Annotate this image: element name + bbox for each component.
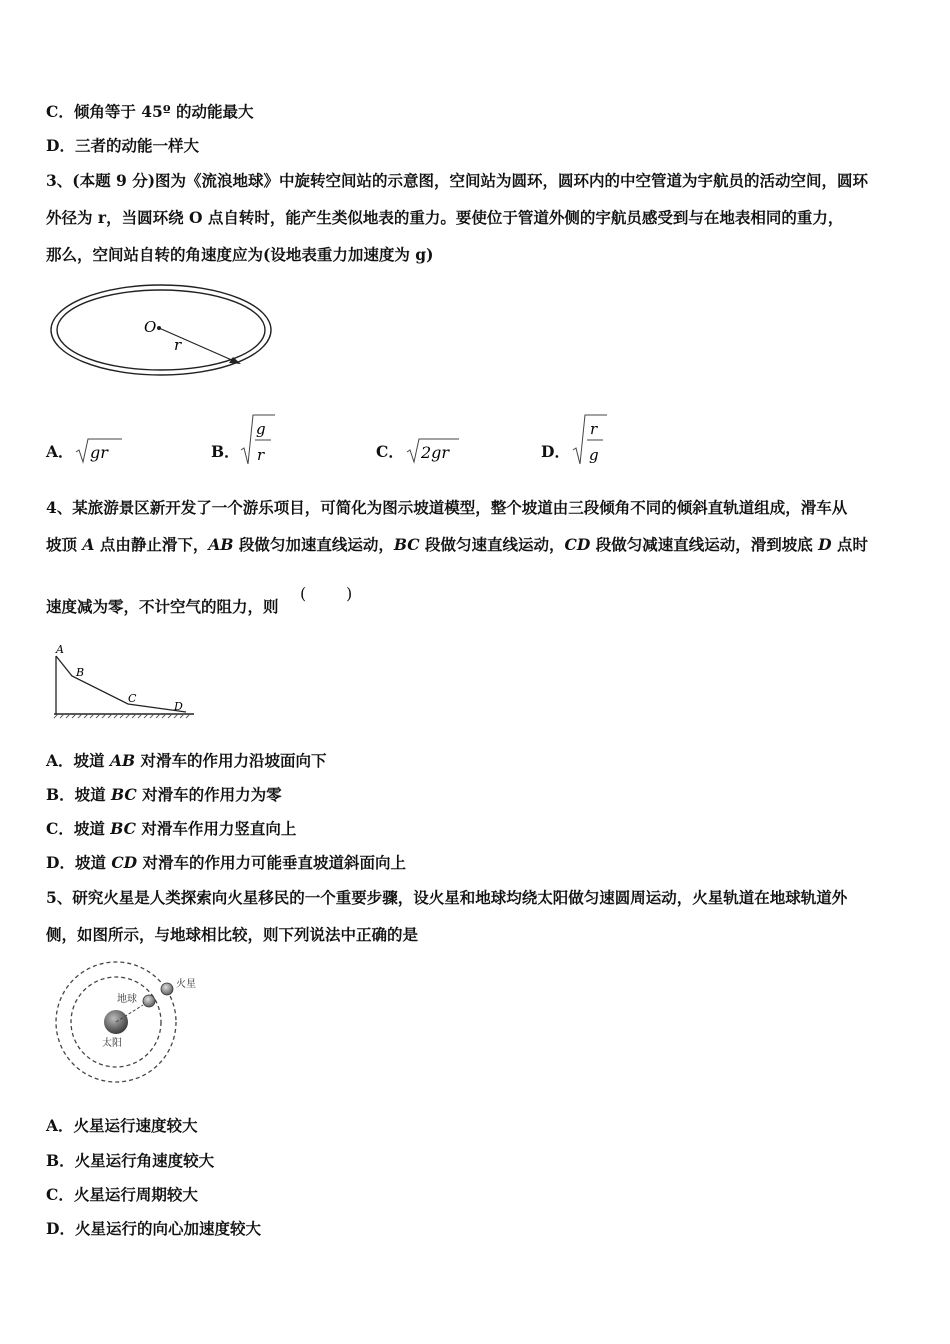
q4-text-line2: 坡顶 A 点由静止滑下，AB 段做匀加速直线运动，BC 段做匀速直线运动，CD 段做匀减速直线运动，滑到坡底 D 点时 [46, 535, 868, 554]
q3-option-c-label: C． [376, 442, 404, 461]
svg-text:r: r [257, 446, 265, 464]
svg-text:gr: gr [90, 443, 108, 462]
q4-answer-paren-close: ) [346, 584, 353, 603]
q4-option-b: B．坡道 BC 对滑车的作用力为零 [46, 785, 282, 804]
q4-option-d: D．坡道 CD 对滑车的作用力可能垂直坡道斜面向上 [46, 853, 407, 872]
q3-option-a-sqrt [74, 436, 124, 466]
q4-slope-figure [48, 640, 198, 722]
q3-option-b-label: B． [211, 442, 240, 461]
q5-text-line1: 5、研究火星是人类探索向火星移民的一个重要步骤，设火星和地球均绕太阳做匀速圆周运动，火星轨道在地球轨道外 [46, 888, 848, 907]
q5-option-a: A．火星运行速度较大 [46, 1116, 198, 1135]
q2-option-c: C．倾角等于 45º 的动能最大 [46, 102, 254, 121]
svg-text:地球: 地球 [117, 994, 137, 1005]
q5-orbit-figure [50, 958, 210, 1088]
q3-option-a-label: A． [46, 442, 74, 461]
svg-text:A: A [56, 643, 64, 656]
q3-center-label: O [144, 318, 157, 336]
svg-text:g: g [256, 420, 266, 438]
q3-option-d-sqrt [571, 412, 611, 468]
q5-option-c: C．火星运行周期较大 [46, 1185, 198, 1204]
svg-text:r: r [590, 420, 598, 438]
q4-text-line1: 4、某旅游景区新开发了一个游乐项目，可简化为图示坡道模型，整个坡道由三段倾角不同的倾斜直轨道组成，滑车从 [46, 498, 848, 517]
q4-answer-paren-open: ( [300, 584, 307, 603]
q5-option-d: D．火星运行的向心加速度较大 [46, 1219, 261, 1238]
q4-text-line3: 速度减为零，不计空气的阻力，则 [46, 597, 279, 616]
q3-text-line2: 外径为 r，当圆环绕 O 点自转时，能产生类似地表的重力。要使位于管道外侧的宇航员感受到与在地表相同的重力， [46, 208, 844, 227]
svg-text:2gr: 2gr [421, 443, 450, 462]
svg-text:B: B [76, 666, 85, 679]
q3-text-line1: 3、(本题 9 分)图为《流浪地球》中旋转空间站的示意图，空间站为圆环，圆环内的中空管道为宇航员的活动空间，圆环 [46, 171, 869, 190]
q2-option-d: D．三者的动能一样大 [46, 136, 199, 155]
q3-space-station-figure [48, 280, 278, 380]
q3-option-d-label: D． [541, 442, 570, 461]
q3-option-b-sqrt [239, 412, 279, 468]
svg-text:g: g [589, 446, 599, 464]
q5-text-line2: 侧，如图所示，与地球相比较，则下列说法中正确的是 [46, 925, 419, 944]
q5-option-b: B．火星运行角速度较大 [46, 1151, 215, 1170]
q3-radius-label: r [174, 336, 182, 354]
svg-text:火星: 火星 [176, 979, 196, 990]
q3-option-c-sqrt [405, 436, 461, 466]
svg-text:D: D [174, 700, 183, 713]
q4-option-a: A．坡道 AB 对滑车的作用力沿坡面向下 [46, 751, 327, 770]
q4-option-c: C．坡道 BC 对滑车作用力竖直向上 [46, 819, 297, 838]
q3-text-line3: 那么，空间站自转的角速度应为(设地表重力加速度为 g) [46, 245, 434, 264]
svg-text:C: C [128, 692, 137, 705]
svg-text:太阳: 太阳 [102, 1038, 122, 1049]
